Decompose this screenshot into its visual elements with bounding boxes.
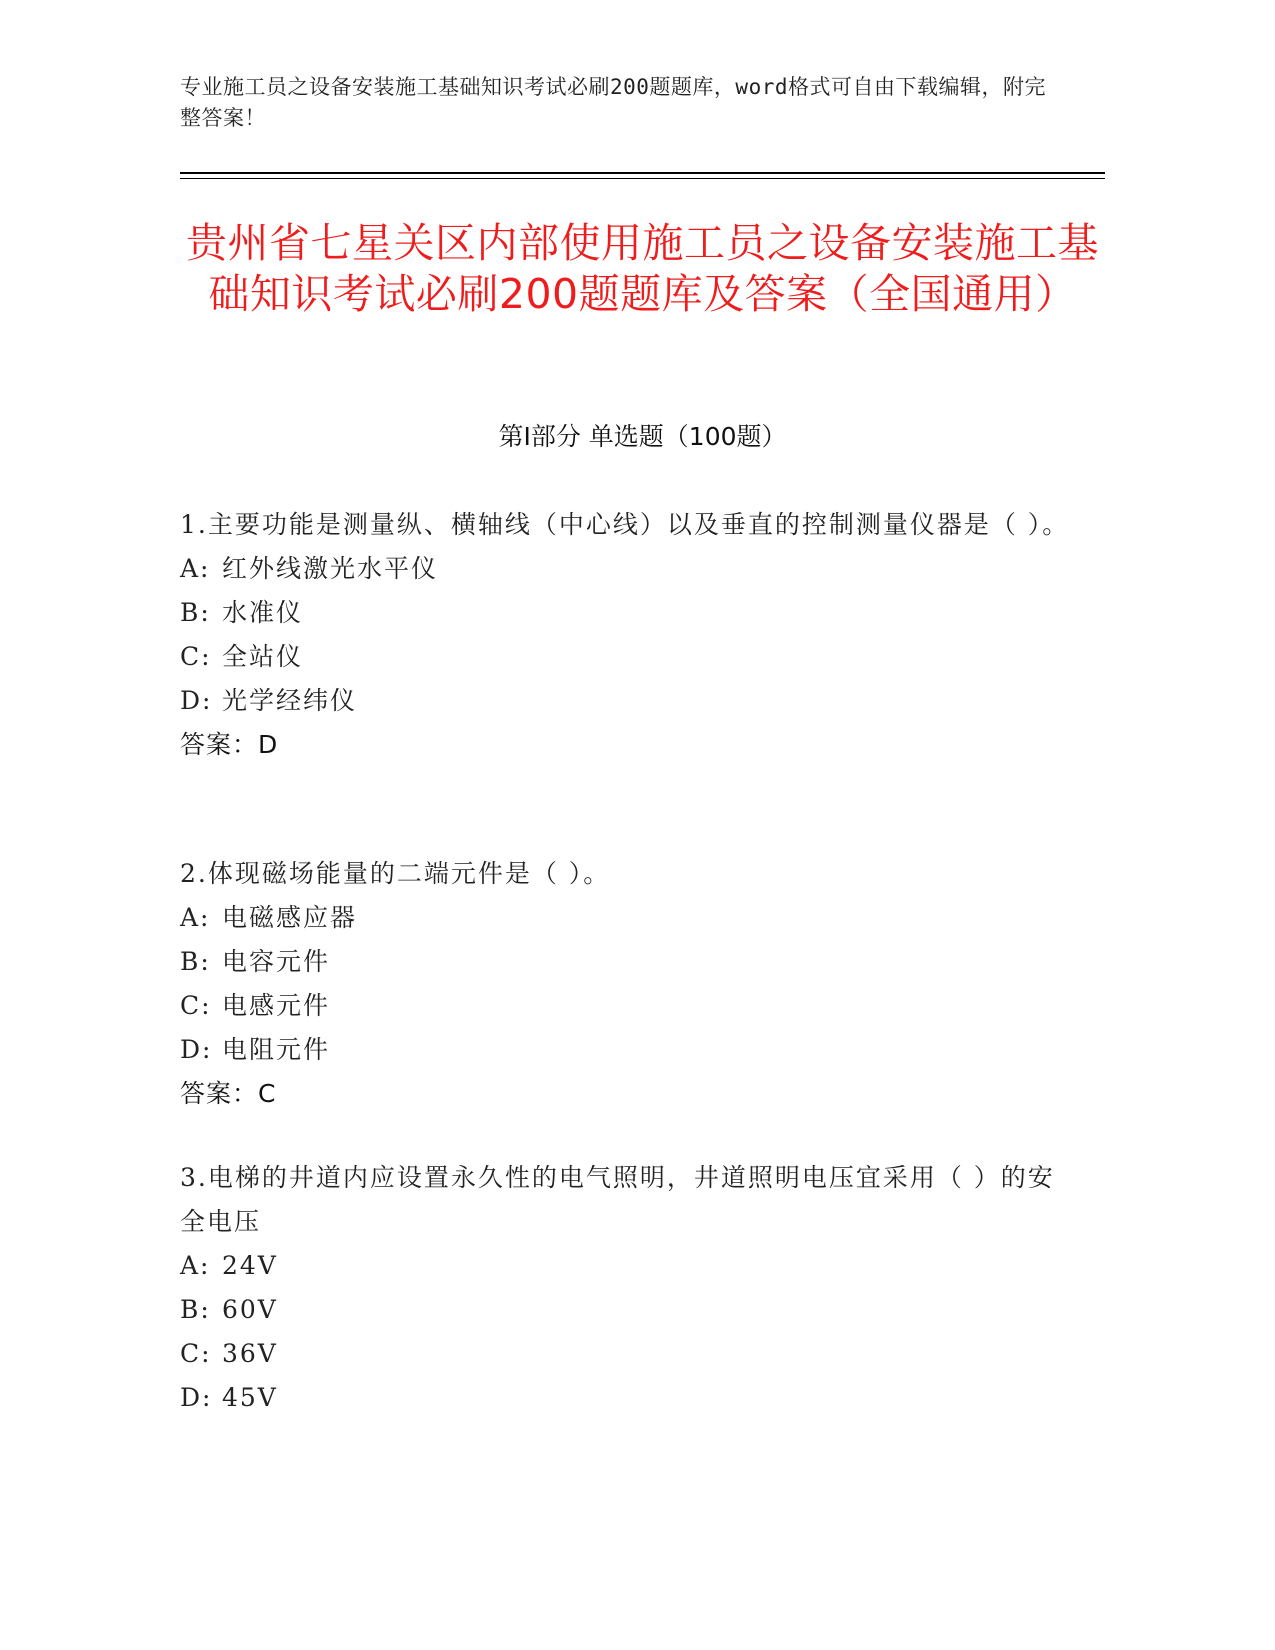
section-heading: 第Ⅰ部分 单选题（100题）: [498, 422, 787, 451]
option-key: D:: [180, 1383, 213, 1412]
option-key: D:: [180, 1035, 213, 1064]
option-text: 红外线激光水平仪: [222, 554, 439, 583]
question-stem: 1.主要功能是测量纵、横轴线（中心线）以及垂直的控制测量仪器是（ ）。: [180, 510, 1070, 539]
question-1: [180, 503, 1080, 767]
question-3: [180, 1156, 1080, 1420]
header-divider-thin: [180, 178, 1105, 179]
option-b: [180, 940, 1080, 984]
option-a: [180, 1244, 1080, 1288]
option-text: 36V: [222, 1339, 278, 1368]
option-text: 光学经纬仪: [222, 686, 358, 715]
option-key: A:: [180, 1251, 211, 1280]
header-divider-thick: [180, 172, 1105, 174]
option-key: B:: [180, 947, 211, 976]
option-d: [180, 679, 1080, 723]
option-c: [180, 635, 1080, 679]
question-2: [180, 852, 1080, 1116]
option-key: D:: [180, 686, 213, 715]
option-text: 全站仪: [222, 642, 304, 671]
option-c: [180, 1332, 1080, 1376]
option-key: B:: [180, 1295, 211, 1324]
option-text: 60V: [222, 1295, 278, 1324]
option-a: [180, 896, 1080, 940]
option-text: 电磁感应器: [222, 903, 358, 932]
option-b: [180, 591, 1080, 635]
option-text: 水准仪: [222, 598, 304, 627]
option-d: [180, 1376, 1080, 1420]
answer-label: 答案：D: [180, 730, 279, 759]
option-text: 电感元件: [222, 991, 331, 1020]
option-a: [180, 547, 1080, 591]
header-note: 专业施工员之设备安装施工基础知识考试必刷200题题库，word格式可自由下载编辑，附完整答案！: [180, 75, 1046, 130]
option-d: [180, 1028, 1080, 1072]
answer-label: 答案：C: [180, 1079, 277, 1108]
option-b: [180, 1288, 1080, 1332]
question-stem: 3.电梯的井道内应设置永久性的电气照明，井道照明电压宜采用（ ）的安全电压: [180, 1163, 1055, 1236]
option-text: 电容元件: [222, 947, 331, 976]
option-text: 电阻元件: [222, 1035, 331, 1064]
document-title: 贵州省七星关区内部使用施工员之设备安装施工基础知识考试必刷200题题库及答案（全国通用）: [186, 219, 1099, 318]
option-text: 45V: [222, 1383, 278, 1412]
option-key: C:: [180, 642, 212, 671]
option-key: B:: [180, 598, 211, 627]
option-key: A:: [180, 903, 211, 932]
option-key: C:: [180, 1339, 212, 1368]
question-stem: 2.体现磁场能量的二端元件是（ ）。: [180, 859, 611, 888]
option-key: A:: [180, 554, 211, 583]
option-text: 24V: [222, 1251, 278, 1280]
option-key: C:: [180, 991, 212, 1020]
option-c: [180, 984, 1080, 1028]
